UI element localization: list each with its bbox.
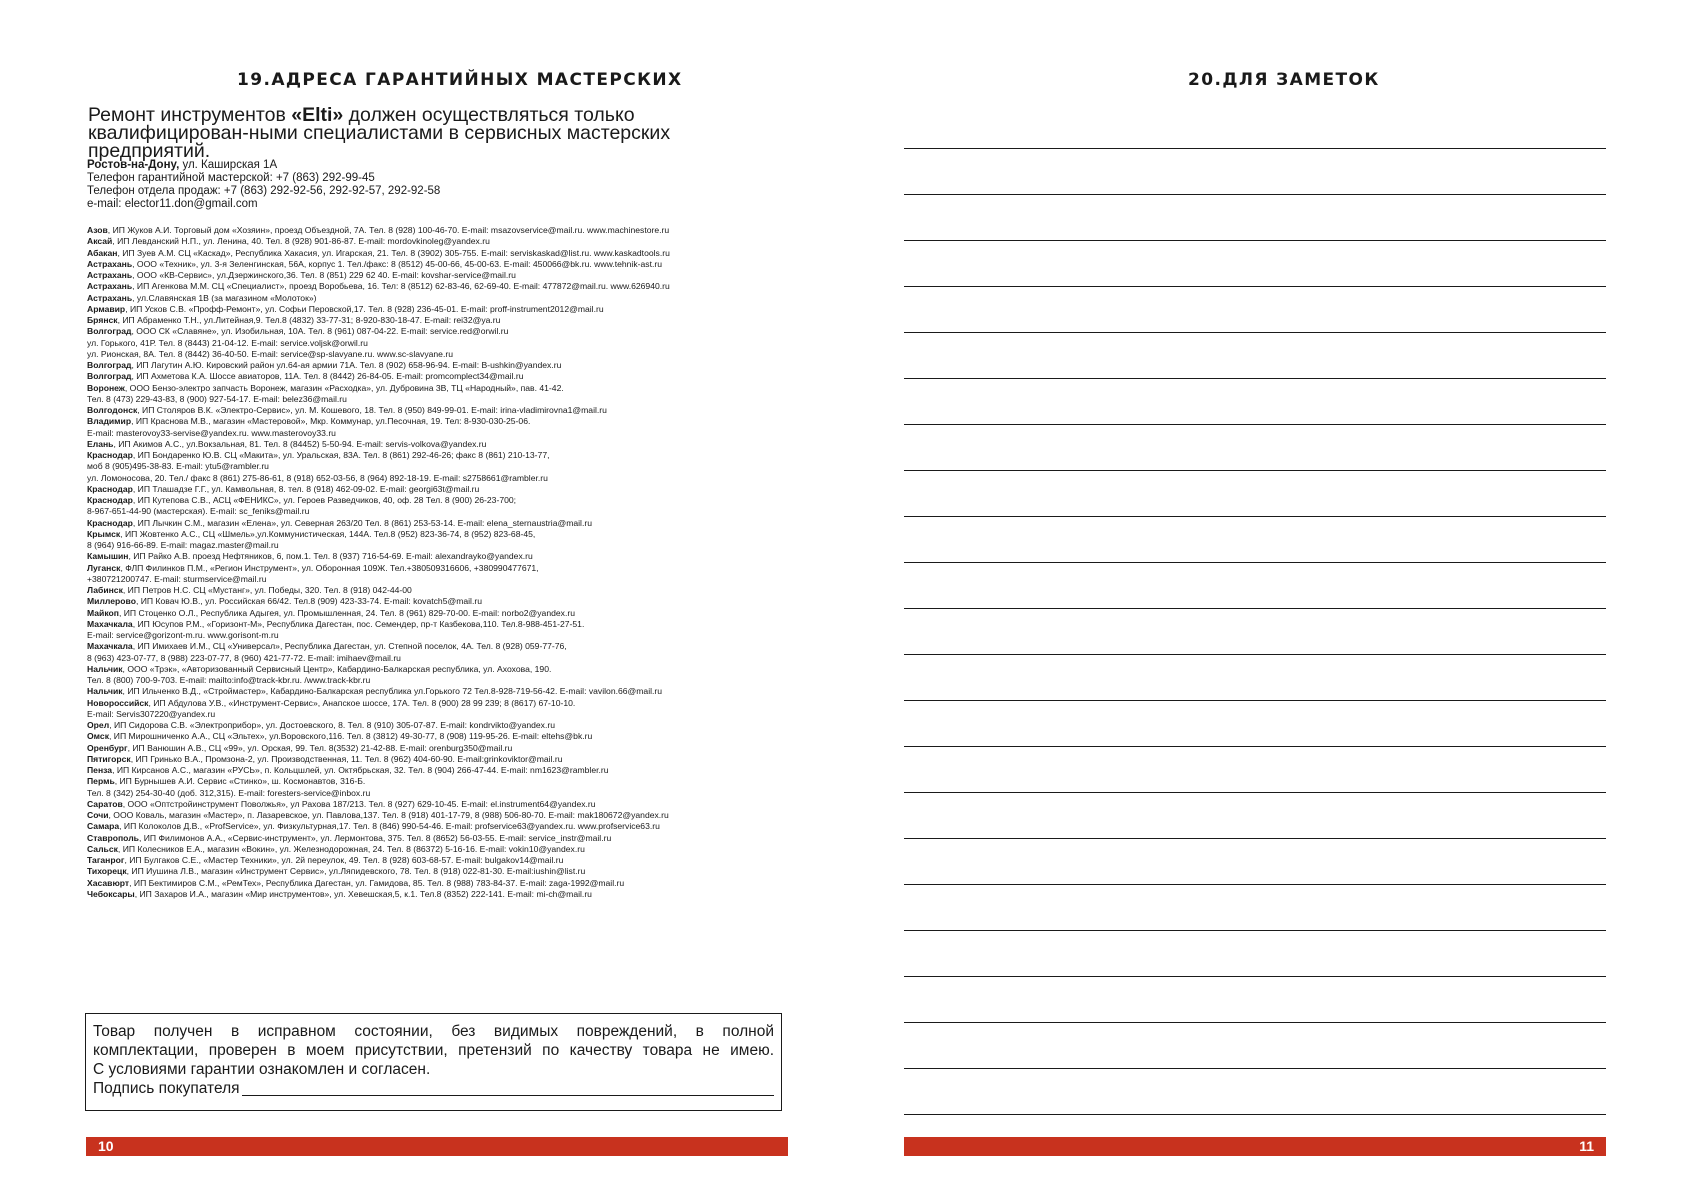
- address-entry: [87, 259, 807, 270]
- note-line[interactable]: [904, 516, 1606, 517]
- address-city: Пермь: [87, 776, 115, 787]
- address-city: Абакан: [87, 247, 118, 258]
- note-line[interactable]: [904, 332, 1606, 333]
- note-line[interactable]: [904, 930, 1606, 931]
- address-details: , ИП Столяров В.К. «Электро-Сервис», ул. М. Кошевого, 18. Тел. 8 (950) 849-99-01. E-mail: irina-vladimirovna1@mail.ru: [137, 405, 607, 415]
- address-entry: [87, 675, 807, 686]
- address-details: , ИП Ванюшин А.В., СЦ «99», ул. Орская, 99. Тел. 8(3532) 21-42-88. E-mail: orenburg350@mail.ru: [127, 742, 513, 753]
- acknowledgement-line-1: Товар получен в исправном состоянии, без видимых повреждений, в полной: [93, 1023, 774, 1040]
- address-city: Азов: [87, 225, 108, 235]
- acknowledgement-line-2: комплектации, проверен в моем присутствии, претензий по качеству товара не имею.: [93, 1042, 774, 1059]
- note-line[interactable]: [904, 562, 1606, 563]
- address-entry: [87, 473, 807, 484]
- address-details: , ИП Жуков А.И. Торговый дом «Хозяин», проезд Объездной, 7А. Тел. 8 (928) 100-46-70. E-mail: msazovservice@mail.ru. www.machinestore.ru: [107, 225, 670, 235]
- address-details: , ИП Иушина Л.В., магазин «Инструмент Сервис», ул.Ляпидевского, 78. Тел. 8 (918) 022-81-30. E-mail:iushin@list.ru: [126, 866, 586, 877]
- address-details: , ИП Петров Н.С. СЦ «Мустанг», ул. Победы, 320. Тел. 8 (918) 042-44-00: [122, 585, 412, 595]
- address-entry: [87, 315, 807, 326]
- address-entry: [87, 338, 807, 349]
- address-entry: [87, 405, 807, 416]
- address-details: , ИП Юсупов Р.М., «Горизонт-М», Республика Дагестан, пос. Семендер, пр-т Казбекова,110. Тел.8-988-451-27-51.: [132, 618, 585, 629]
- intro-paragraph: [88, 106, 793, 160]
- address-details: Тел. 8 (800) 700-9-703. E-mail: mailto:info@track-kbr.ru. /www.track-kbr.ru: [87, 675, 371, 685]
- address-entry: [87, 484, 807, 495]
- address-entry: [87, 788, 807, 799]
- note-line[interactable]: [904, 378, 1606, 379]
- address-city: Пятигорск: [87, 753, 131, 764]
- address-city: Камышин: [87, 551, 129, 562]
- note-line[interactable]: [904, 194, 1606, 195]
- address-city: Махачкала: [87, 618, 133, 629]
- address-city: Владимир: [87, 416, 132, 427]
- address-details: 8-967-651-44-90 (мастерская). E-mail: sc_feniks@mail.ru: [87, 506, 310, 517]
- address-details: , ООО «Трэк», «Авторизованный Сервисный Центр», Кабардино-Балкарская республика, ул. Ахохова, 190.: [122, 663, 552, 674]
- address-city: Омск: [87, 731, 110, 742]
- main-service-address: [87, 159, 440, 211]
- brand-name: «Elti»: [291, 104, 344, 126]
- address-entry: [87, 641, 807, 652]
- address-city: Тихорецк: [87, 866, 127, 877]
- page-title: 20.ДЛЯ ЗАМЕТОК: [1188, 70, 1380, 90]
- address-details: , ИП Жовтенко А.С., СЦ «Шмель»,ул.Коммунистическая, 144А. Тел.8 (952) 823-36-74, 8 (952) 823-68-45,: [120, 528, 536, 539]
- address-city: Новороссийск: [87, 697, 149, 708]
- address-entry: [87, 270, 807, 281]
- note-line[interactable]: [904, 148, 1606, 149]
- address-city: Лабинск: [87, 585, 123, 595]
- address-city: Чебоксары: [87, 888, 135, 899]
- note-line[interactable]: [904, 1068, 1606, 1069]
- address-details: , ИП Имихаев И.М., СЦ «Универсал», Республика Дагестан, ул. Степной поселок, 4А. Тел. 8 (928) 059-77-76,: [132, 641, 567, 652]
- address-entry: [87, 281, 807, 292]
- address-entry: [87, 709, 807, 720]
- main-phone-sales: Телефон отдела продаж: +7 (863) 292-92-56, 292-92-57, 292-92-58: [87, 185, 441, 197]
- address-city: Краснодар: [87, 483, 133, 494]
- address-details: , ИП Гринько В.А., Промзона-2, ул. Производственная, 11. Тел. 8 (962) 404-60-90. E-mail:grinkoviktor@mail.ru: [130, 753, 563, 764]
- address-details: ул. Горького, 41Р. Тел. 8 (8443) 21-04-12. E-mail: service.voljsk@orwil.ru: [87, 337, 368, 348]
- address-details: , ИП Краснова М.В., магазин «Мастеровой», Мкр. Коммунар, ул.Песочная, 19. Тел: 8-930-030-25-06.: [131, 416, 531, 427]
- address-city: Астрахань: [87, 292, 133, 303]
- address-city: Краснодар: [87, 517, 133, 528]
- address-entry: [87, 236, 807, 247]
- intro-text-end: должен осуществляться только квалифицирован-ными специалистами в сервисных мастерских предприятий.: [88, 104, 671, 162]
- address-details: 8 (964) 916-66-89. E-mail: magaz.master@mail.ru: [87, 540, 279, 550]
- page-footer-bar: [86, 1137, 788, 1156]
- address-details: , ИП Булгаков С.Е., «Мастер Техники», ул. 2й переулок, 49. Тел. 8 (928) 603-68-57. E-mail: bulgakov14@mail.ru: [124, 855, 564, 865]
- address-entry: [87, 596, 807, 607]
- address-entry: [87, 563, 807, 574]
- address-entry: [87, 664, 807, 675]
- address-entry: [87, 450, 807, 461]
- address-details: , ИП Ковач Ю.В., ул. Российская 66/42. Тел.8 (909) 423-33-74. E-mail: kovatch5@mail.ru: [135, 596, 482, 607]
- address-entry: [87, 855, 807, 866]
- address-entry: [87, 630, 807, 641]
- note-line[interactable]: [904, 608, 1606, 609]
- address-details: Тел. 8 (473) 229-43-83, 8 (900) 927-54-17. E-mail: belez36@mail.ru: [87, 393, 347, 404]
- right-page: [842, 0, 1684, 1191]
- address-details: , ИП Захаров И.А., магазин «Мир инструментов», ул. Хевешская,5, к.1. Тел.8 (8352) 222-141. E-mail: mi-ch@mail.ru: [134, 888, 592, 899]
- address-details: , ИП Абраменко Т.Н., ул.Литейная,9. Тел.8 (4832) 33-77-31; 8-920-830-18-47. E-mail: rei32@ya.ru: [117, 315, 501, 325]
- address-details: ул. Ломоносова, 20. Тел./ факс 8 (861) 275-86-61, 8 (918) 652-03-56, 8 (964) 892-18-19. E-mail: s2758661@rambler.ru: [87, 472, 548, 483]
- address-entry: [87, 394, 807, 405]
- address-city: Астрахань: [87, 258, 133, 269]
- address-details: , ИП Тлашадзе Г.Г., ул. Камвольная, 8. тел. 8 (918) 462-09-02. E-mail: georgi63t@mail.ru: [132, 483, 480, 494]
- note-line[interactable]: [904, 1114, 1606, 1115]
- address-details: , ИП Агенкова М.М. СЦ «Специалист», проезд Воробьева, 16. Тел: 8 (8512) 62-83-46, 62-69-40. E-mail: 477872@mail.ru. www.626940.ru: [132, 281, 670, 292]
- address-details: , ИП Левданский Н.П., ул. Ленина, 40. Тел. 8 (928) 901-86-87. E-mail: mordovkinoleg@yandex.ru: [112, 236, 490, 247]
- address-details: , ИП Стоценко О.Л., Республика Адыгея, ул. Промышленная, 24. Тел. 8 (961) 829-70-00. E-mail: norbo2@yandex.ru: [118, 607, 575, 618]
- address-city: Воронеж: [87, 382, 125, 393]
- address-entry: [87, 776, 807, 787]
- signature-label: Подпись покупателя: [93, 1080, 240, 1097]
- address-entry: [87, 889, 807, 900]
- note-line[interactable]: [904, 286, 1606, 287]
- address-details: , ООО СК «Славяне», ул. Изобильная, 10А. Тел. 8 (961) 087-04-22. E-mail: service.red@orwil.ru: [131, 326, 509, 337]
- address-entry: [87, 866, 807, 877]
- address-city: Оренбург: [87, 742, 128, 753]
- address-details: , ИП Райко А.В. проезд Нефтяников, 6, пом.1. Тел. 8 (937) 716-54-69. E-mail: alexandrayko@yandex.ru: [128, 551, 533, 562]
- address-entry: [87, 810, 807, 821]
- address-city: Луганск: [87, 562, 121, 573]
- address-entry: [87, 304, 807, 315]
- note-line[interactable]: [904, 884, 1606, 885]
- address-details: , ИП Лычкин С.М., магазин «Елена», ул. Северная 263/20 Тел. 8 (861) 253-53-14. E-mail: elena_sternaustria@mail.ru: [132, 517, 592, 528]
- address-details: E-mail: Servis307220@yandex.ru: [87, 708, 216, 719]
- address-details: , ООО Коваль, магазин «Мастер», п. Лазаревское, ул. Павлова,137. Тел. 8 (918) 401-17-79, 8 (988) 506-80-70. E-mail: mak180672@yandex.ru: [108, 810, 669, 820]
- address-entry: [87, 495, 807, 506]
- address-entry: [87, 619, 807, 630]
- address-details: моб 8 (905)495-38-83. E-mail: ytu5@rambler.ru: [87, 461, 269, 472]
- main-phone-service: Телефон гарантийной мастерской: +7 (863) 292-99-45: [87, 172, 375, 184]
- address-city: Астрахань: [87, 281, 133, 292]
- address-city: Хасавюрт: [87, 877, 130, 888]
- address-details: , ИП Кирсанов А.С., магазин «РУСЬ», п. Кольцшлей, ул. Октябрьская, 32. Тел. 8 (904) 266-47-44. E-mail: nm1623@rambler.ru: [112, 765, 609, 775]
- address-entry: [87, 360, 807, 371]
- note-line[interactable]: [904, 700, 1606, 701]
- address-details: , ИП Акимов А.С., ул.Вокзальная, 81. Тел. 8 (84452) 5-50-94. E-mail: servis-volkova@yandex.ru: [113, 438, 487, 449]
- address-city: Волгоград: [87, 360, 132, 370]
- address-details: ул. Рионская, 8А. Тел. 8 (8442) 36-40-50. E-mail: service@sp-slavyane.ru. www.sc-slavyane.ru: [87, 348, 453, 359]
- address-entry: [87, 878, 807, 889]
- address-details: , ООО «КВ-Сервис», ул.Дзержинского,36. Тел. 8 (851) 229 62 40. E-mail: kovshar-service@mail.ru: [132, 270, 516, 280]
- address-city: Таганрог: [87, 855, 125, 865]
- address-entry: [87, 428, 807, 439]
- address-details: , ИП Усков С.В. «Профф-Ремонт», ул. Софьи Перовской,17. Тел. 8 (928) 236-45-01. E-mail: proff-instrument2012@mail.ru: [125, 303, 604, 314]
- address-city: Саратов: [87, 798, 123, 809]
- buyer-acknowledgement-box: [85, 1013, 782, 1111]
- address-entry: [87, 731, 807, 742]
- address-entry: [87, 799, 807, 810]
- address-city: Нальчик: [87, 686, 123, 697]
- note-line[interactable]: [904, 470, 1606, 471]
- address-details: , ИП Мирошниченко А.А., СЦ «Эльтех», ул.Воровского,116. Тел. 8 (3812) 49-30-77, 8 (908) 119-95-26. E-mail: eltehs@bk.ru: [109, 731, 593, 742]
- address-entry: [87, 371, 807, 382]
- address-details: E-mail: masterovoy33-servise@yandex.ru. www.masterovoy33.ru: [87, 427, 336, 438]
- address-entry: [87, 574, 807, 585]
- service-address-list: [87, 225, 807, 900]
- address-entry: [87, 518, 807, 529]
- address-city: Брянск: [87, 315, 118, 325]
- address-entry: [87, 844, 807, 855]
- address-details: , ул.Славянская 1В (за магазином «Молоток»): [132, 292, 317, 303]
- note-line[interactable]: [904, 424, 1606, 425]
- page-title: 19.АДРЕСА ГАРАНТИЙНЫХ МАСТЕРСКИХ: [237, 70, 683, 90]
- note-line[interactable]: [904, 1022, 1606, 1023]
- address-entry: [87, 461, 807, 472]
- address-details: , ФЛП Филинков П.М., «Регион Инструмент», ул. Оборонная 109Ж. Тел.+380509316606, +380990477671,: [120, 562, 539, 573]
- page-number: 11: [1579, 1138, 1594, 1154]
- address-city: Орел: [87, 720, 110, 730]
- acknowledgement-line-3: С условиями гарантии ознакомлен и согласен.: [93, 1061, 431, 1078]
- address-details: +380721200747. E-mail: sturmservice@mail.ru: [87, 573, 267, 584]
- address-city: Миллерово: [87, 596, 136, 607]
- address-details: , ИП Ильченко В.Д., «Строймастер», Кабардино-Балкарская республика ул.Горького 72 Тел.8-928-719-56-42. E-mail: vavilon.66@mail.ru: [122, 686, 663, 697]
- address-entry: [87, 248, 807, 259]
- note-line[interactable]: [904, 838, 1606, 839]
- address-city: Волгодонск: [87, 405, 138, 415]
- address-city: Махачкала: [87, 641, 133, 652]
- address-entry: [87, 383, 807, 394]
- address-entry: [87, 720, 807, 731]
- note-line[interactable]: [904, 240, 1606, 241]
- address-city: Сочи: [87, 810, 109, 820]
- note-line[interactable]: [904, 746, 1606, 747]
- address-entry: [87, 765, 807, 776]
- intro-text-start: Ремонт инструментов: [88, 104, 292, 126]
- address-entry: [87, 653, 807, 664]
- main-address-street: ул. Каширская 1А: [179, 159, 278, 171]
- note-line[interactable]: [904, 654, 1606, 655]
- address-city: Майкоп: [87, 607, 119, 618]
- address-entry: [87, 608, 807, 619]
- address-entry: [87, 349, 807, 360]
- address-entry: [87, 821, 807, 832]
- address-details: Тел. 8 (342) 254-30-40 (доб. 312,315). E-mail: foresters-service@inbox.ru: [87, 787, 371, 798]
- address-entry: [87, 698, 807, 709]
- address-details: , ИП Зуев А.М. СЦ «Каскад», Республика Хакасия, ул. Игарская, 21. Тел. 8 (3902) 305-755. E-mail: serviskaskad@list.ru. www.kaskadtools.ru: [117, 247, 670, 258]
- address-details: , ИП Бурнышев А.И. Сервис «Стинко», ш. Космонавтов, 316-Б.: [114, 776, 366, 787]
- main-address-line: [87, 159, 440, 172]
- address-city: Армавир: [87, 303, 126, 314]
- address-entry: [87, 326, 807, 337]
- address-details: , ИП Сидорова С.В. «Электроприбор», ул. Достоевского, 8. Тел. 8 (910) 305-07-87. E-mail: kondrvikto@yandex.ru: [109, 720, 556, 730]
- address-details: , ИП Бондаренко Ю.В. СЦ «Макита», ул. Уральская, 83А. Тел. 8 (861) 292-46-26; факс 8 (861) 210-13-77,: [132, 450, 550, 460]
- address-entry: [87, 833, 807, 844]
- address-entry: [87, 529, 807, 540]
- address-details: , ИП Кутепова С.В., АСЦ «ФЕНИКС», ул. Героев Разведчиков, 40, оф. 28 Тел. 8 (900) 26-23-700;: [132, 495, 517, 505]
- address-details: , ИП Филимонов А.А., «Сервис-инструмент», ул. Лермонтова, 375. Тел. 8 (8652) 56-03-55. E-mail: service_instr@mail.ru: [138, 832, 612, 843]
- address-entry: [87, 743, 807, 754]
- address-entry: [87, 506, 807, 517]
- address-city: Сальск: [87, 843, 118, 854]
- address-entry: [87, 585, 807, 596]
- address-city: Краснодар: [87, 450, 133, 460]
- address-details: , ООО «Техник», ул. 3-я Зеленгинская, 56А, корпус 1. Тел./факс: 8 (8512) 45-00-66, 45-00-63. E-mail: 450066@bk.ru. www.tehnik-ast.ru: [132, 258, 662, 269]
- address-details: , ИП Колоколов Д.В., «ProfService», ул. Физкультурная,17. Тел. 8 (846) 990-54-46. E-mail: profservice63@yandex.ru. www.profservice63.ru: [119, 821, 660, 832]
- address-details: , ООО Бензо-электро запчасть Воронеж, магазин «Расходка», ул. Дубровина 3В, ТЦ «Народный», пав. 41-42.: [124, 382, 564, 393]
- address-entry: [87, 686, 807, 697]
- page-number: 10: [98, 1138, 114, 1154]
- address-city: Самара: [87, 821, 120, 832]
- page-footer-bar: [904, 1137, 1606, 1156]
- address-entry: [87, 540, 807, 551]
- address-city: Нальчик: [87, 663, 123, 674]
- signature-line[interactable]: [242, 1080, 774, 1096]
- address-entry: [87, 293, 807, 304]
- address-entry: [87, 416, 807, 427]
- address-city: Аксай: [87, 236, 113, 247]
- address-details: E-mail: service@gorizont-m.ru. www.gorisont-m.ru: [87, 630, 279, 640]
- address-details: , ИП Колесников Е.А., магазин «Вокин», ул. Железнодорожная, 24. Тел. 8 (86372) 5-16-16. E-mail: vokin10@yandex.ru: [117, 843, 585, 854]
- address-city: Волгоград: [87, 371, 132, 382]
- address-details: , ИП Ахметова К.А. Шоссе авиаторов, 11А. Тел. 8 (8442) 26-84-05. E-mail: promcomplect34@mail.ru: [131, 371, 524, 382]
- note-line[interactable]: [904, 792, 1606, 793]
- address-city: Крымск: [87, 528, 121, 539]
- notes-area: [904, 0, 1606, 1191]
- address-details: , ИП Абдулова У.В., «Инструмент-Сервис», Анапское шоссе, 17А. Тел. 8 (900) 28 99 239; 8 (8617) 67-10-10.: [148, 697, 576, 708]
- main-email: e-mail: elector11.don@gmail.com: [87, 198, 258, 210]
- address-entry: [87, 754, 807, 765]
- address-entry: [87, 225, 807, 236]
- address-city: Волгоград: [87, 326, 132, 337]
- address-city: Елань: [87, 438, 114, 449]
- address-details: , ООО «Оптстройинструмент Поволжья», ул Рахова 187/213. Тел. 8 (927) 629-10-45. E-mail: el.instrument64@yandex.ru: [122, 798, 596, 809]
- note-line[interactable]: [904, 976, 1606, 977]
- main-address-city: Ростов-на-Дону,: [87, 159, 180, 171]
- address-city: Краснодар: [87, 495, 133, 505]
- address-city: Ставрополь: [87, 832, 139, 843]
- address-details: , ИП Бектимиров С.М., «РемТех», Республика Дагестан, ул. Гамидова, 85. Тел. 8 (988) 783-84-37. E-mail: zaga-1992@mail.ru: [129, 877, 625, 888]
- address-details: 8 (963) 423-07-77, 8 (988) 223-07-77, 8 (960) 421-77-72. E-mail: imihaev@mail.ru: [87, 652, 401, 663]
- address-city: Астрахань: [87, 270, 133, 280]
- address-entry: [87, 551, 807, 562]
- signature-row: [93, 1079, 774, 1098]
- address-city: Пенза: [87, 765, 113, 775]
- address-details: , ИП Лагутин А.Ю. Кировский район ул.64-ая армии 71А. Тел. 8 (902) 658-96-94. E-mail: B-ushkin@yandex.ru: [131, 360, 562, 370]
- address-entry: [87, 439, 807, 450]
